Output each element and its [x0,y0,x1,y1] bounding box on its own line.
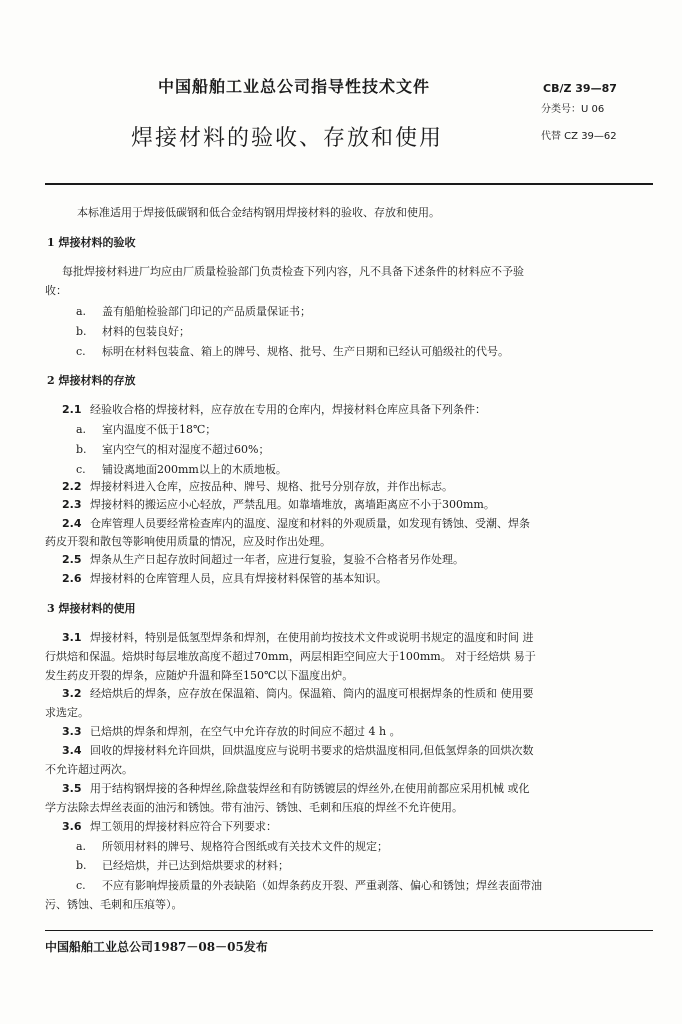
clause-number: 2.4 [62,517,82,530]
clause-number: 2.6 [62,572,82,585]
clause-number: 3.1 [62,631,82,644]
section-1-heading: 1 焊接材料的验收 [47,236,136,249]
section-2-heading: 2 焊接材料的存放 [47,374,136,387]
item-marker: a. [76,840,87,853]
clause-text: 仓库管理人员要经常检查库内的温度、湿度和材料的外观质量，如发现有锈蚀、受潮、焊条 [90,517,530,530]
clause-2-4-continued: 药皮开裂和散包等影响使用质量的情况，应及时作出处理。 [45,535,331,548]
clause-3-5-continued: 学方法除去焊丝表面的油污和锈蚀。带有油污、锈蚀、毛刺和压痕的焊丝不允许使用。 [45,801,463,814]
item-marker: c. [76,879,86,892]
list-item [76,423,216,437]
clause-3-1-continued: 发生药皮开裂的焊条，应随炉升温和降至150℃以下温度出炉。 [45,669,354,682]
clause-3-3 [62,725,401,739]
list-item [76,859,289,873]
clause-number: 2.5 [62,553,82,566]
clause-2-5 [62,553,464,567]
list-item [76,879,542,893]
item-marker: a. [76,305,87,318]
clause-text: 焊接材料进入仓库，应按品种、牌号、规格、批号分别存放，并作出标志。 [90,480,453,493]
item-marker: c. [76,463,86,476]
clause-number: 3.2 [62,687,82,700]
clause-text: 经验收合格的焊接材料，应存放在专用的仓库内，焊接材料仓库应具备下列条件： [90,403,486,416]
clause-text: 焊接材料的搬运应小心轻放，严禁乱甩。如靠墙堆放，离墙距离应不小于300mm。 [90,498,495,511]
list-item [76,325,190,339]
clause-number: 2.3 [62,498,82,511]
section-1-paragraph-line-2: 收： [45,284,67,297]
clause-number: 2.1 [62,403,82,416]
section-1-paragraph-line-1: 每批焊接材料进厂均应由厂质量检验部门负责检查下列内容，凡不具备下述条件的材料应不予验 [62,265,524,278]
clause-2-2 [62,480,453,494]
item-marker: b. [76,859,87,872]
clause-2-3 [62,498,495,512]
item-text: 室内空气的相对湿度不超过60%； [102,443,270,456]
section-3-heading: 3 焊接材料的使用 [47,602,136,615]
clause-number: 3.6 [62,820,82,833]
list-item [76,305,311,319]
clause-text: 焊工领用的焊接材料应符合下列要求： [90,820,277,833]
clause-text: 已焙烘的焊条和焊剂，在空气中允许存放的时间应不超过 4 h 。 [90,725,401,738]
list-item [76,463,287,477]
replaces-standard: 代替 CZ 39—62 [541,131,617,142]
clause-text: 经焙烘后的焊条，应存放在保温箱、筒内。保温箱、筒内的温度可根据焊条的性质和 使用要 [90,687,534,700]
list-item [76,840,388,854]
document-title: 焊接材料的验收、存放和使用 [131,126,444,151]
publication-line: 中国船舶工业总公司1987－08－05发布 [45,940,268,954]
item-text: 铺设离地面200mm以上的木质地板。 [102,463,287,476]
item-marker: a. [76,423,87,436]
clause-3-2 [62,687,534,701]
clause-2-6 [62,572,387,586]
list-item-continued: 污、锈蚀、毛刺和压痕等）。 [45,898,183,911]
clause-text: 焊接材料，特别是低氢型焊条和焊剂，在使用前均按技术文件或说明书规定的温度和时间 进 [90,631,534,644]
item-text: 材料的包装良好； [102,325,190,338]
footer-rule [45,930,653,931]
list-item [76,443,269,457]
clause-number: 3.3 [62,725,82,738]
item-text: 所领用材料的牌号、规格符合图纸或有关技术文件的规定； [102,840,388,853]
intro-paragraph: 本标准适用于焊接低碳钢和低合金结构钢用焊接材料的验收、存放和使用。 [77,206,440,219]
clause-text: 焊接材料的仓库管理人员，应具有焊接材料保管的基本知识。 [90,572,387,585]
item-text: 已经焙烘，并已达到焙烘要求的材料； [102,859,289,872]
item-text: 不应有影响焊接质量的外表缺陷（如焊条药皮开裂、严重剥落、偏心和锈蚀；焊丝表面带油 [102,879,542,892]
clause-text: 焊条从生产日起存放时间超过一年者，应进行复验，复验不合格者另作处理。 [90,553,464,566]
clause-number: 3.5 [62,782,82,795]
clause-text: 回收的焊接材料允许回烘，回烘温度应与说明书要求的焙烘温度相同,但低氢焊条的回烘次数 [90,744,534,757]
list-item [76,345,509,359]
item-marker: c. [76,345,86,358]
item-text: 标明在材料包装盒、箱上的牌号、规格、批号、生产日期和已经认可船级社的代号。 [102,345,509,358]
clause-3-1-continued: 行烘焙和保温。焙烘时每层堆放高度不超过70mm，两层相距空间应大于100mm。 对于经焙烘 易于 [45,650,536,663]
clause-text: 用于结构钢焊接的各种焊丝,除盘装焊丝和有防锈镀层的焊丝外,在使用前都应采用机械 或化 [90,782,530,795]
clause-number: 3.4 [62,744,82,757]
item-text: 盖有船舶检验部门印记的产品质量保证书； [102,305,311,318]
issuing-organization: 中国船舶工业总公司指导性技术文件 [158,77,431,96]
item-marker: b. [76,325,87,338]
item-text: 室内温度不低于18℃； [102,423,217,436]
clause-3-6 [62,820,277,834]
clause-2-1 [62,403,486,417]
item-marker: b. [76,443,87,456]
clause-3-4-continued: 不允许超过两次。 [45,763,133,776]
clause-3-1 [62,631,534,645]
clause-3-2-continued: 求选定。 [45,706,89,719]
header-rule [45,183,653,185]
classification-number: 分类号：U 06 [541,104,605,115]
clause-number: 2.2 [62,480,82,493]
standard-code: CB/Z 39—87 [543,82,617,95]
clause-2-4 [62,517,530,531]
clause-3-4 [62,744,534,758]
clause-3-5 [62,782,530,796]
